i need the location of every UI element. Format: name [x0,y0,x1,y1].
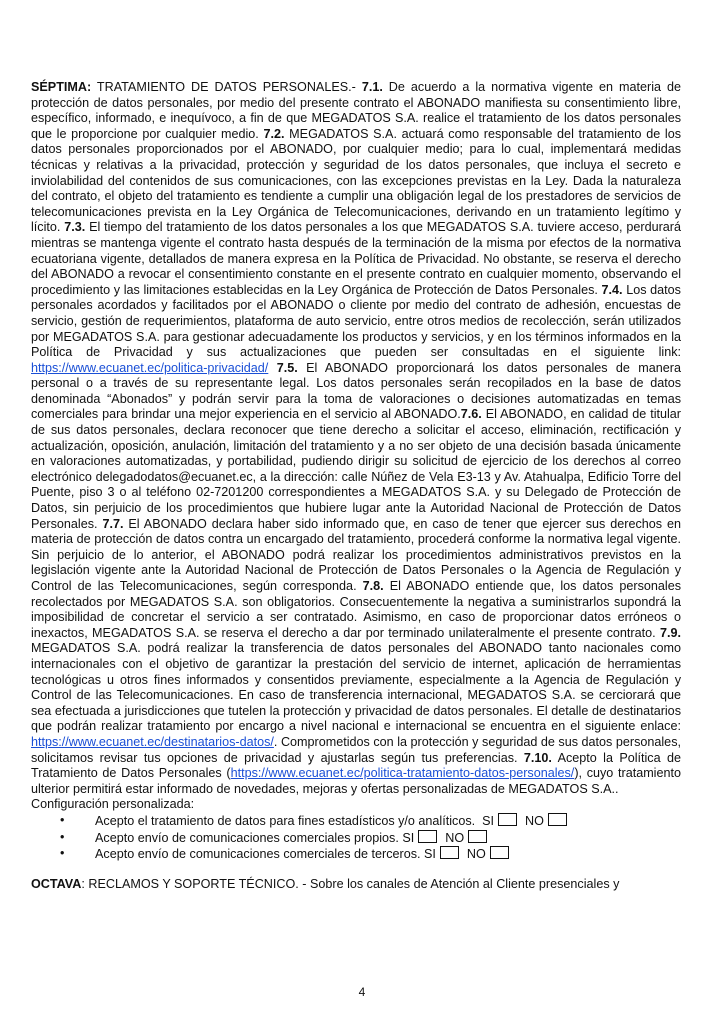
item-text: El ABONADO entiende que, los datos personales recolectados por MEGADATOS S.A. son obligatorios. Consecuentemente la negativa a suministrarlos supondrá la imposibilidad de concretar el servicio a ser contratado. Asimismo, en caso de proporcionar datos erróneos o inexactos, MEGADATOS S.A. se reserva el derecho a dar por terminado unilateralmente el presente contrato. [31,579,681,640]
clause-octava [31,877,681,893]
privacy-policy-link[interactable]: https://www.ecuanet.ec/politica-privacidad/ [31,360,269,375]
consent-option-own-comms [31,830,681,847]
no-checkbox[interactable] [490,846,509,859]
item-number: 7.8. [362,579,384,593]
yes-label: SI [424,847,436,862]
bullet-icon: • [60,846,65,861]
spacer-text [268,361,276,375]
item-text: MEGADATOS S.A. podrá realizar la transferencia de datos personales del ABONADO tanto nacionales como internacionales con el objetivo de garantizar la prestación del servicio de internet, aplicación de herramientas tecnológicas u otros fines informados y consentidos previamente, especialmente a la Agencia de Regulación y Control de las Telecomunicaciones. En caso de transferencia internacional, MEGADATOS S.A. se cerciorará que sea efectuada a jurisdicciones que tutelen la protección y privacidad de datos personales. El detalle de destinatarios que podrán realizar tratamiento por encargo a nivel nacional e internacional se encuentra en el siguiente enlace: [31,641,681,734]
item-text: . Comprometidos con la protección y seguridad de sus datos personales, solicitamos revisar tus opciones de privacidad y ajustarlas según tus preferencias. [31,734,681,765]
consent-options-list [31,813,681,863]
treatment-policy-link[interactable]: https://www.ecuanet.ec/politica-tratamiento-datos-personales/ [230,766,575,781]
clause-heading: SÉPTIMA: [31,80,92,94]
item-text: Los datos personales acordados y facilitados por el ABONADO o cliente por medio del contrato de adhesión, encuestas de servicio, gestión de requerimientos, plataforma de auto servicio, entre otros medios de recolección, serán utilizados por MEGADATOS S.A. para gestionar adecuadamente los productos y servicios, y en los términos informados en la Política de Privacidad y sus actualizaciones que pueden ser consultadas en el siguiente link: [31,282,681,360]
no-checkbox[interactable] [468,830,487,843]
item-number: 7.10. [523,750,552,765]
yes-label: SI [482,813,495,828]
clause-text: : RECLAMOS Y SOPORTE TÉCNICO. - Sobre los canales de Atención al Cliente presenciales y [81,876,620,891]
item-number: 7.6. [460,407,482,422]
bullet-icon: • [60,812,65,827]
item-text: Acepto la Política de Tratamiento de Datos Personales ( [31,750,681,781]
item-text: ), cuyo tratamiento ulterior permitirá estar informado de novedades, mejoras y ofertas personalizadas de MEGADATOS S.A.. [31,766,681,796]
yes-checkbox[interactable] [440,846,459,859]
recipients-link[interactable]: https://www.ecuanet.ec/destinatarios-datos/ [31,734,274,749]
yes-label: SI [402,830,415,845]
consent-option-label: Acepto envío de comunicaciones comerciales de terceros. [95,847,421,862]
item-text: El ABONADO declara haber sido informado que, en caso de tener que ejercer sus derechos en materia de protección de datos contra un encargado del tratamiento, procederá conforme la normativa legal vigente. Sin perjuicio de lo anterior, el ABONADO podrá realizar los procedimientos administrativos previstos en la legislación vigente ante la Autoridad Nacional de Protección de Datos Personales o la Agencia de Regulación y Control de las Telecomunicaciones, según corresponda. [31,516,681,593]
no-label: NO [525,813,544,828]
no-label: NO [466,847,486,862]
clause-heading: OCTAVA [31,876,82,891]
item-number: 7.9. [659,625,681,640]
item-number: 7.3. [64,220,86,235]
bullet-icon: • [60,829,65,844]
yes-checkbox[interactable] [418,830,437,843]
item-number: 7.2. [263,126,285,141]
consent-option-label: Acepto el tratamiento de datos para fines estadísticos y/o analíticos. [95,813,476,828]
no-checkbox[interactable] [548,813,567,826]
item-number: 7.4. [601,282,623,297]
consent-option-third-party-comms [31,846,681,863]
item-text: El ABONADO proporcionará los datos personales de manera personal o a través de su representante legal. Los datos personales serán recopilados en la base de datos denominada “Abonados” y podrán servir para la toma de valoraciones o decisiones automatizadas en temas comerciales para brindar una mejor experiencia en el servicio al ABONADO. [31,360,682,422]
item-text: MEGADATOS S.A. actuará como responsable del tratamiento de los datos personales proporcionados por el ABONADO, por cualquier medio; para lo cual, implementará medidas técnicas y relativas a la privacidad, protección y seguridad de los datos personales, que incluya el secreto e inviolabilidad del contenidos de sus comunicaciones, con las excepciones previstas en la Ley. Dada la naturaleza del contrato, el objeto del tratamiento es tendiente a cumplir una obligación legal de los prestadores de servicios de telecomunicaciones prevista en la Ley Orgánica de Telecomunicaciones, derivando en un tratamiento legítimo y lícito. [31,126,681,235]
consent-option-statistics [31,813,681,830]
contract-body [31,80,681,892]
page-number: 4 [358,985,366,999]
yes-checkbox[interactable] [498,813,517,826]
consent-option-label: Acepto envío de comunicaciones comerciales propios. [95,830,399,845]
clause-title: TRATAMIENTO DE DATOS PERSONALES.- [91,80,362,94]
item-text: De acuerdo a la normativa vigente en materia de protección de datos personales, por medio del presente contrato el ABONADO manifiesta su consentimiento libre, específico, informado, e inequívoco, a fin de que MEGADATOS S.A. realice el tratamiento de los datos personales que le proporcione por cualquier medio. [31,80,681,141]
no-label: NO [445,830,465,845]
clause-septima [31,80,681,797]
item-text: El ABONADO, en calidad de titular de sus datos personales, declara reconocer que tiene derecho a solicitar el acceso, eliminación, rectificación y actualización, oposición, anulación, limitación del tratamiento y a no ser objeto de una decisión basada únicamente en valoraciones automatizadas, y portabilidad, pudiendo dirigir su solicitud de ejercicio de los derechos al correo electrónico delegadodatos@ecuanet.ec, a la dirección: calle Núñez de Vela E3-13 y Av. Atahualpa, Edificio Torre del Puente, piso 3 o al teléfono 02-7201200 correspondientes a MEGADATOS S.A. y su Delegado de Protección de Datos, sin perjuicio de los procedimientos que hubiere lugar ante la Autoridad Nacional de Protección de Datos Personales. [31,407,681,531]
item-number: 7.1. [361,80,383,94]
item-number: 7.5. [276,360,298,375]
config-title: Configuración personalizada: [31,797,195,812]
item-number: 7.7. [102,516,124,531]
item-text: El tiempo del tratamiento de los datos personales a los que MEGADATOS S.A. tuviere acceso, perdurará mientras se mantenga vigente el contrato hasta después de la terminación de la misma por efectos de la normativa ecuatoriana vigente, detallados de manera expresa en la Política de Privacidad. No obstante, se reserva el derecho del ABONADO a revocar el consentimiento constante en el presente contrato en cualquier momento, observando el procedimiento y las limitaciones establecidas en la Ley Orgánica de Protección de Datos Personales. [31,220,681,297]
